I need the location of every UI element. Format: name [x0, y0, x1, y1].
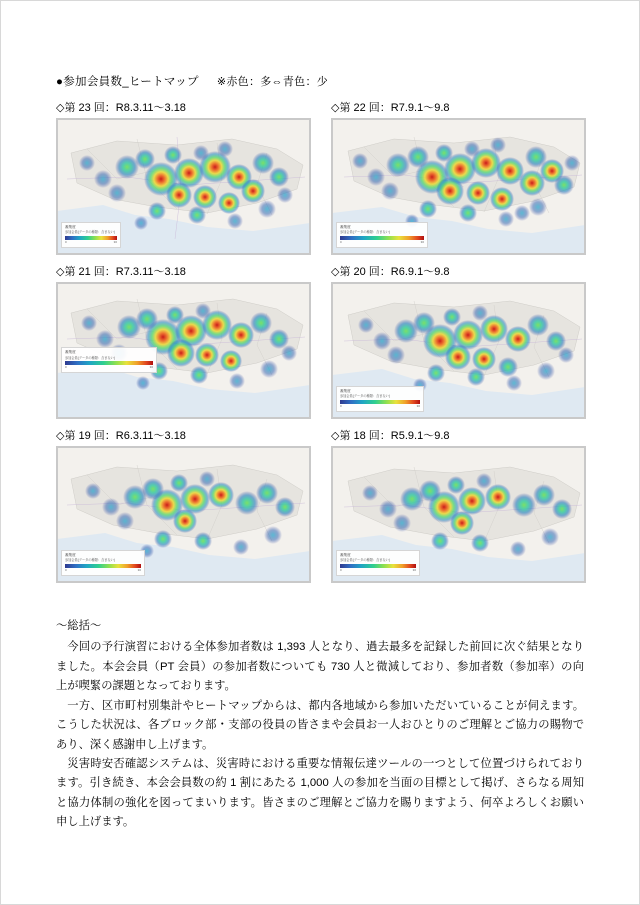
heatmap-image[interactable]: [56, 446, 311, 583]
heatmap-grid: [56, 95, 584, 587]
legend-colorbar: [65, 361, 153, 365]
heatmap-caption: ◇第 21 回：R7.3.11〜3.18: [56, 266, 186, 278]
heatmap-caption: ◇第 19 回：R6.3.11〜3.18: [56, 430, 186, 442]
heatmap-image[interactable]: [331, 118, 586, 255]
legend-subtitle: 参加会員(データの種類：含まない): [340, 230, 390, 235]
document-content: [56, 73, 584, 833]
heatmap-image[interactable]: [331, 282, 586, 419]
heatmap-legend: [336, 222, 428, 248]
legend-max: 30: [149, 365, 153, 370]
summary-paragraph: 一方、区市町村別集計やヒートマップからは、都内各地域から参加いただいていることが伺えます。こうした状況は、各ブロック部・支部の役員の皆さまや会員お一人おひとりのご理解とご協力の賜物であり、深く感謝申し上げます。: [56, 699, 584, 751]
legend-ticks: [65, 365, 153, 369]
heatmap-caption: ◇第 23 回：R8.3.11〜3.18: [56, 102, 186, 114]
legend-title: 凝集度: [340, 552, 351, 557]
heatmap-panel: [331, 95, 584, 255]
heatmap-caption: ◇第 20 回：R6.9.1〜9.8: [331, 266, 450, 278]
legend-colorbar: [65, 236, 117, 240]
heatmap-caption: ◇第 22 回：R7.9.1〜9.8: [331, 102, 450, 114]
page-title: [56, 73, 584, 89]
legend-subtitle: 参加会員(データの種類：含まない): [340, 558, 390, 563]
legend-min: 0: [340, 568, 342, 572]
legend-min: 0: [65, 365, 67, 370]
legend-colorbar: [340, 564, 416, 568]
legend-subtitle: 参加会員(データの種類：含まない): [65, 230, 115, 235]
heatmap-color-note: ※赤色：多⇔青色：少: [216, 76, 329, 88]
summary-paragraph: 今回の予行演習における全体参加者数は 1,393 人となり、過去最多を記録した前回に次ぐ結果となりました。本会会員（PT 会員）の参加者数についても 730 人と微減しており、参加者数（参加率）の向上が喫緊の課題となっております。: [56, 641, 584, 693]
legend-title: 凝集度: [65, 552, 76, 557]
legend-max: 30: [420, 240, 424, 244]
legend-min: 0: [340, 404, 342, 408]
legend-min: 0: [340, 240, 342, 244]
legend-ticks: [65, 240, 117, 244]
legend-subtitle: 参加会員(データの種類：含まない): [65, 558, 115, 563]
heatmap-legend: [61, 550, 145, 576]
legend-max: 30: [412, 568, 416, 572]
legend-max: 30: [416, 404, 420, 408]
legend-min: 0: [65, 240, 67, 244]
legend-title: 凝集度: [65, 350, 76, 354]
legend-colorbar: [340, 400, 420, 404]
legend-title: 凝集度: [65, 224, 76, 229]
heatmap-panel: [56, 95, 309, 255]
legend-colorbar: [65, 564, 141, 568]
summary-section: [56, 617, 584, 833]
legend-subtitle: 参加会員(データの種類：含まない): [340, 394, 390, 399]
heatmap-image[interactable]: [56, 118, 311, 255]
heatmap-panel: [331, 259, 584, 419]
summary-title: ～総括～: [56, 620, 102, 632]
heatmap-image[interactable]: [56, 282, 311, 419]
legend-title: 凝集度: [340, 388, 351, 393]
legend-ticks: [340, 404, 420, 408]
legend-ticks: [340, 568, 416, 572]
legend-subtitle: 参加会員(データの種類：含まない): [65, 355, 115, 360]
legend-ticks: [65, 568, 141, 572]
page-title-text: ●参加会員数_ヒートマップ: [56, 76, 199, 88]
heatmap-panel: [331, 423, 584, 583]
legend-ticks: [340, 240, 424, 244]
heatmap-panel: [56, 423, 309, 583]
summary-paragraph: 災害時安否確認システムは、災害時における重要な情報伝達ツールの一つとして位置づけられております。引き続き、本会会員数の約 1 割にあたる 1,000 人の参加を当面の目標として掲げ、さらなる周知と協力体制の強化を図ってまいります。皆さまのご理解とご協力を賜りますよう、何卒よろしくお願い申し上げます。: [56, 757, 584, 829]
legend-max: 30: [113, 240, 117, 244]
legend-max: 30: [137, 568, 141, 572]
legend-min: 0: [65, 568, 67, 572]
heatmap-legend: [336, 550, 420, 576]
heatmap-legend: [336, 386, 424, 412]
heatmap-legend: [61, 222, 121, 248]
legend-title: 凝集度: [340, 224, 351, 229]
heatmap-caption: ◇第 18 回：R5.9.1〜9.8: [331, 430, 450, 442]
heatmap-image[interactable]: [331, 446, 586, 583]
heatmap-panel: [56, 259, 309, 419]
legend-colorbar: [340, 236, 424, 240]
heatmap-legend: [61, 347, 157, 373]
